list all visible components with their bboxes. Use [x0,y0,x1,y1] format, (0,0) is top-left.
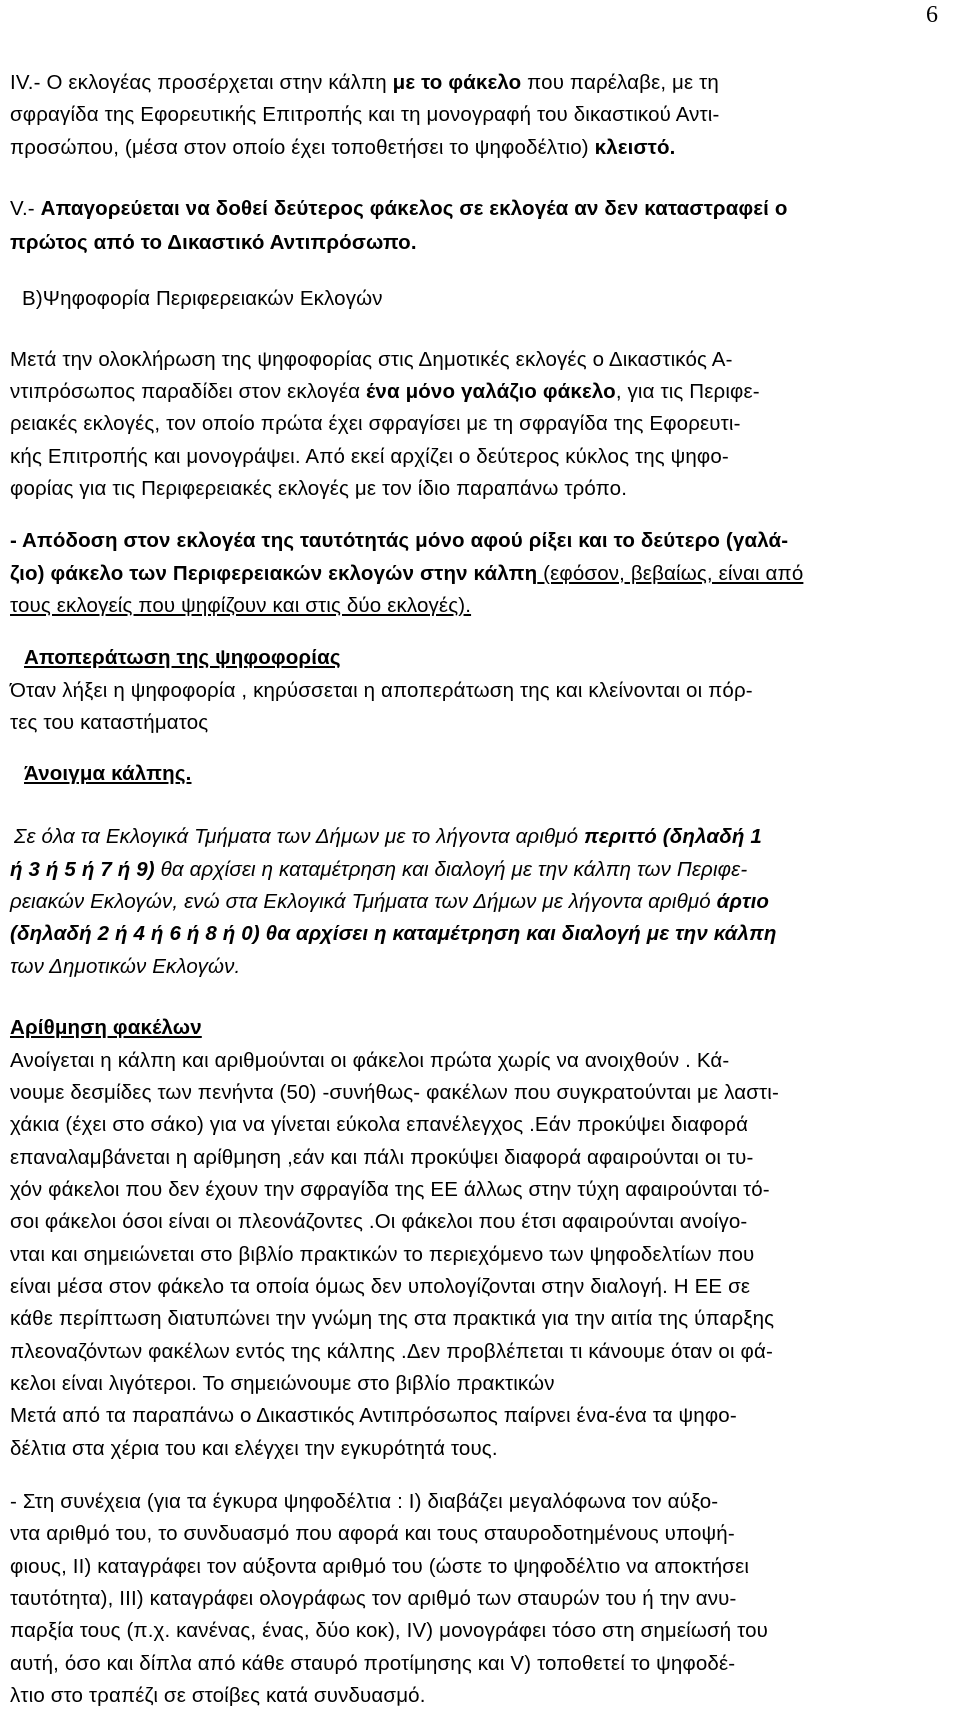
ballot-open-line-2 [10,856,747,884]
envelope-count-line-9: κάθε περίπτωση διατυπώνει την γνώμη της στα πρακτικά για την αιτία της ύπαρξης [10,1307,775,1331]
envelope-count-line-7: νται και σημειώνεται στο βιβλίο πρακτικών το περιεχόμενο των ψηφοδελτίων που [10,1242,755,1266]
ballot-open-line-3 [10,888,769,916]
envelope-count-line-6: σοι φάκελοι όσοι είναι οι πλεονάζοντες .Οι φάκελοι που έτσι αφαιρούνται ανοίγο- [10,1210,748,1234]
tally-procedure-line-5: παρξία τους (π.χ. κανένας, ένας, δύο κοκ), ΙV) μονογράφει τόσο στη σημείωσή του [10,1619,769,1643]
ballot-open-heading: Άνοιγμα κάλπης. [24,762,192,786]
emphasis-text: Απαγορεύεται να δοθεί δεύτερος φάκελος σε εκλογέα αν δεν καταστραφεί ο [40,197,788,221]
voting-end-line-2: τες του καταστήματος [10,711,209,735]
tally-procedure-line-7: λτιο στο τραπέζι σε στοίβες κατά συνδυασμό. [10,1684,426,1707]
text: V.- [10,197,41,221]
text: ρειακών Εκλογών, ενώ στα Εκλογικά Τμήματα των Δήμων με λήγοντα αριθμό [10,889,717,913]
tally-procedure-line-3: φιους, ΙΙ) καταγράφει τον αύξοντα αριθμό του (ώστε το ψηφοδέλτιο να αποκτήσει [10,1554,750,1578]
id-return-line-2 [10,560,803,588]
section-iv-line-1 [10,69,719,97]
emphasis-text: ή 3 ή 5 ή 7 ή 9) [10,857,155,881]
section-iv-line-3 [10,134,675,162]
section-v-line-2: πρώτος από το Δικαστικό Αντιπρόσωπο. [10,230,417,254]
section-iv-line-2: σφραγίδα της Εφορευτικής Επιτροπής και τη μονογραφή του δικαστικού Αντι- [10,103,720,127]
envelope-count-line-3: χάκια (έχει στο σάκο) για να γίνεται εύκολα επανέλεγχος .Εάν προκύψει διαφορά [10,1113,749,1137]
section-b-para-line-5: φορίας για τις Περιφερειακές εκλογές με τον ίδιο παραπάνω τρόπο. [10,477,628,501]
underlined-text: (εφόσον, βεβαίως, είναι από [537,561,804,585]
tally-procedure-line-6: αυτή, όσο και δίπλα από κάθε σταυρό προτίμησης και V) τοποθετεί το ψηφοδέ- [10,1651,736,1675]
envelope-count-line-11: κελοι είναι λιγότεροι. Το σημειώνουμε στο βιβλίο πρακτικών [10,1372,555,1396]
tally-procedure-line-1: - Στη συνέχεια (για τα έγκυρα ψηφοδέλτια : Ι) διαβάζει μεγαλόφωνα τον αύξο- [10,1489,719,1513]
section-b-para-line-2 [10,378,760,406]
tally-procedure-line-4: ταυτότητα), ΙΙΙ) καταγράφει ολογράφως τον αριθμό των σταυρών του ή την ανυ- [10,1586,737,1610]
emphasis-text: ένα μόνο γαλάζιο φάκελο [366,380,616,404]
text: θα αρχίσει η καταμέτρηση και διαλογή με την κάλπη των Περιφε- [154,857,748,881]
section-v-line-1 [10,195,788,223]
section-b-heading: Β)Ψηφοφορία Περιφερειακών Εκλογών [22,286,383,310]
text: που παρέλαβε, με τη [521,71,719,94]
tally-procedure-line-2: ντα αριθμό του, το συνδυασμό που αφορά και τους σταυροδοτημένους υποψή- [10,1522,735,1546]
page-number: 6 [926,2,938,28]
voting-end-line-1: Όταν λήξει η ψηφοφορία , κηρύσσεται η αποπεράτωση της και κλείνονται οι πόρ- [10,678,753,702]
text: IV.- Ο εκλογέας προσέρχεται στην κάλπη [10,71,393,94]
id-return-line-3: τους εκλογείς που ψηφίζουν και στις δύο εκλογές). [10,594,472,618]
envelope-count-line-2: νουμε δεσμίδες των πενήντα (50) -συνήθως- φακέλων που συγκρατούνται με λαστι- [10,1081,779,1105]
emphasis-text: ζιο) φάκελο των Περιφερειακών εκλογών στην κάλπη [10,561,538,585]
emphasis-text: περιττό (δηλαδή 1 [584,825,762,849]
envelope-count-line-12: Μετά από τα παραπάνω ο Δικαστικός Αντιπρόσωπος παίρνει ένα-ένα τα ψηφο- [10,1404,737,1428]
id-return-line-1: - Απόδοση στον εκλογέα της ταυτότητάς μόνο αφού ρίξει και το δεύτερο (γαλά- [10,529,789,553]
text: , για τις Περιφε- [615,380,760,404]
text: Σε όλα τα Εκλογικά Τμήματα των Δήμων με το λήγοντα αριθμό [14,825,585,849]
envelope-count-line-8: είναι μέσα στον φάκελο τα οποία όμως δεν υπολογίζονται στην διαλογή. Η ΕΕ σε [10,1275,751,1299]
envelope-count-line-13: δέλτια στα χέρια του και ελέγχει την εγκυρότητά τους. [10,1436,498,1460]
envelope-count-line-1: Ανοίγεται η κάλπη και αριθμούνται οι φάκελοι πρώτα χωρίς να ανοιχθούν . Κά- [10,1048,730,1072]
emphasis-text: άρτιο [716,889,770,913]
ballot-open-line-1 [14,823,762,851]
envelope-count-line-10: πλεοναζόντων φακέλων εντός της κάλπης .Δεν προβλέπεται τι κάνουμε όταν οι φά- [10,1339,773,1363]
text: ντιπρόσωπος παραδίδει στον εκλογέα [10,380,367,404]
envelope-count-heading: Αρίθμηση φακέλων [10,1016,202,1040]
section-b-para-line-3: ρειακές εκλογές, τον οποίο πρώτα έχει σφραγίσει με τη σφραγίδα της Εφορευτι- [10,412,741,436]
emphasis-text: με το φάκελο [392,71,522,94]
envelope-count-line-4: επαναλαμβάνεται η αρίθμηση ,εάν και πάλι προκύψει διαφορά αφαιρούνται οι τυ- [10,1145,754,1169]
voting-end-heading: Αποπεράτωση της ψηφοφορίας [24,646,341,670]
emphasis-text: κλειστό. [594,135,676,159]
envelope-count-line-5: χόν φάκελοι που δεν έχουν την σφραγίδα της ΕΕ άλλως στην τύχη αφαιρούνται τό- [10,1178,770,1202]
section-b-para-line-1: Μετά την ολοκλήρωση της ψηφοφορίας στις Δημοτικές εκλογές ο Δικαστικός Α- [10,347,733,371]
ballot-open-line-5: των Δημοτικών Εκλογών. [10,954,241,978]
text: προσώπου, (μέσα στον οποίο έχει τοποθετήσει το ψηφοδέλτιο) [10,135,595,159]
ballot-open-line-4: (δηλαδή 2 ή 4 ή 6 ή 8 ή 0) θα αρχίσει η καταμέτρηση και διαλογή με την κάλπη [10,922,777,946]
section-b-para-line-4: κής Επιτροπής και μονογράψει. Από εκεί αρχίζει ο δεύτερος κύκλος της ψηφο- [10,444,729,468]
